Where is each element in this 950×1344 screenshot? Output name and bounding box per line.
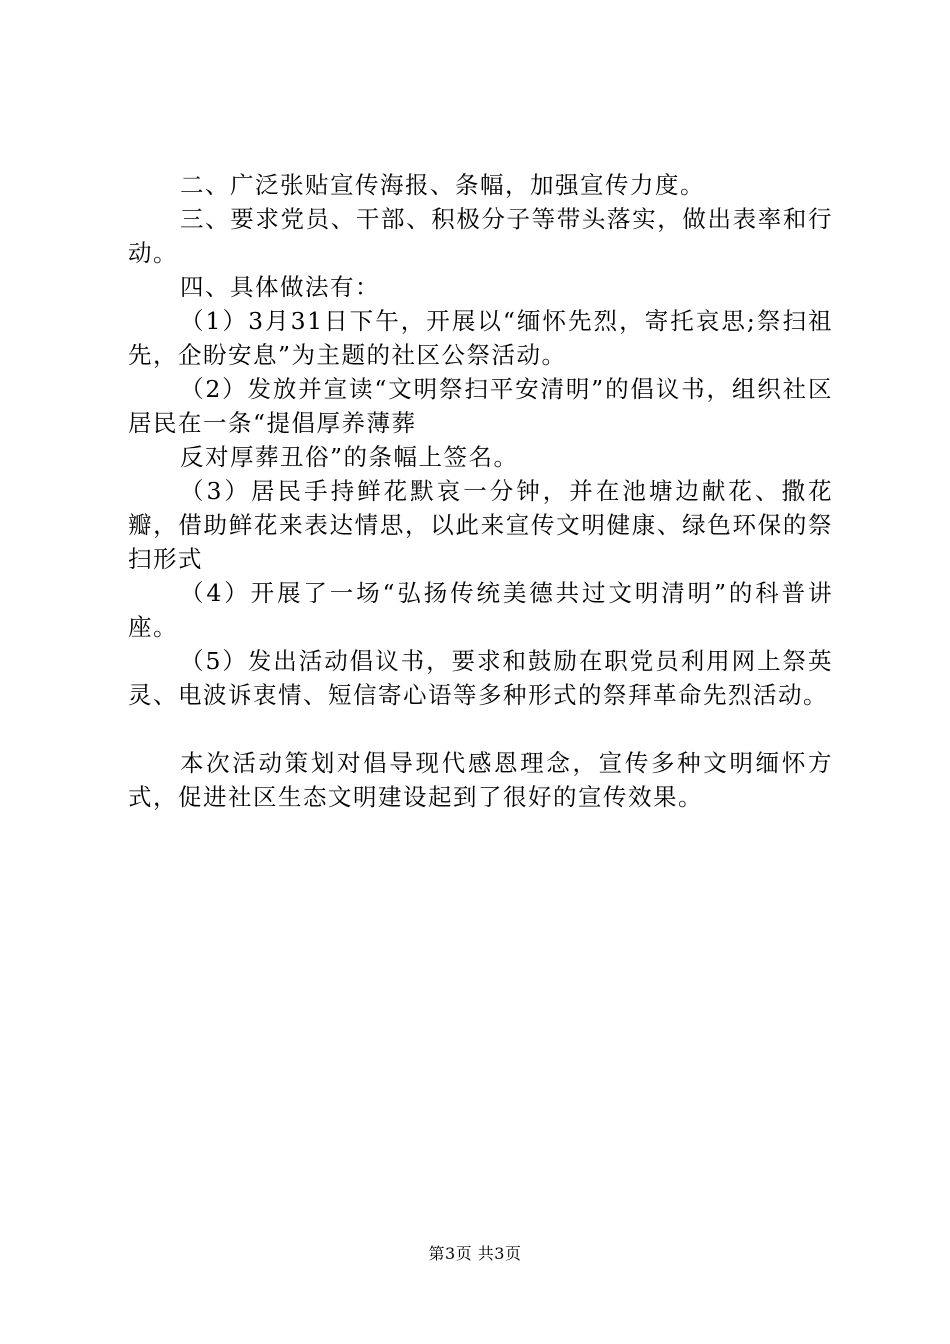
paragraph-item-2-continued: 反对厚葬丑俗”的条幅上签名。 bbox=[180, 443, 519, 471]
page-footer: 第3页 共3页 bbox=[428, 1244, 522, 1263]
paragraph-item-5: （5）发出活动倡议书，要求和鼓励在职党员利用网上祭英灵、电波诉衷情、短信寄心语等多种形式的祭拜革命先烈活动。 bbox=[128, 647, 833, 709]
paragraph-methods-heading: 四、具体做法有： bbox=[180, 273, 380, 301]
paragraph-party-members: 三、要求党员、干部、积极分子等带头落实，做出表率和行动。 bbox=[128, 205, 833, 267]
document-body bbox=[128, 168, 833, 814]
paragraph-conclusion: 本次活动策划对倡导现代感恩理念，宣传多种文明缅怀方式，促进社区生态文明建设起到了很好的宣传效果。 bbox=[128, 749, 833, 811]
paragraph-item-1: （1）3月31日下午，开展以“缅怀先烈，寄托哀思;祭扫祖先，企盼安息”为主题的社区公祭活动。 bbox=[128, 307, 833, 369]
paragraph-publicity: 二、广泛张贴宣传海报、条幅，加强宣传力度。 bbox=[180, 171, 705, 199]
paragraph-item-3: （3）居民手持鲜花默哀一分钟，并在池塘边献花、撒花瓣，借助鲜花来表达情思，以此来宣传文明健康、绿色环保的祭扫形式 bbox=[128, 477, 833, 573]
paragraph-spacer bbox=[128, 712, 833, 746]
paragraph-item-4: （4）开展了一场“弘扬传统美德共过文明清明”的科普讲座。 bbox=[128, 579, 833, 641]
paragraph-item-2: （2）发放并宣读“文明祭扫平安清明”的倡议书，组织社区居民在一条“提倡厚养薄葬 bbox=[128, 375, 833, 437]
